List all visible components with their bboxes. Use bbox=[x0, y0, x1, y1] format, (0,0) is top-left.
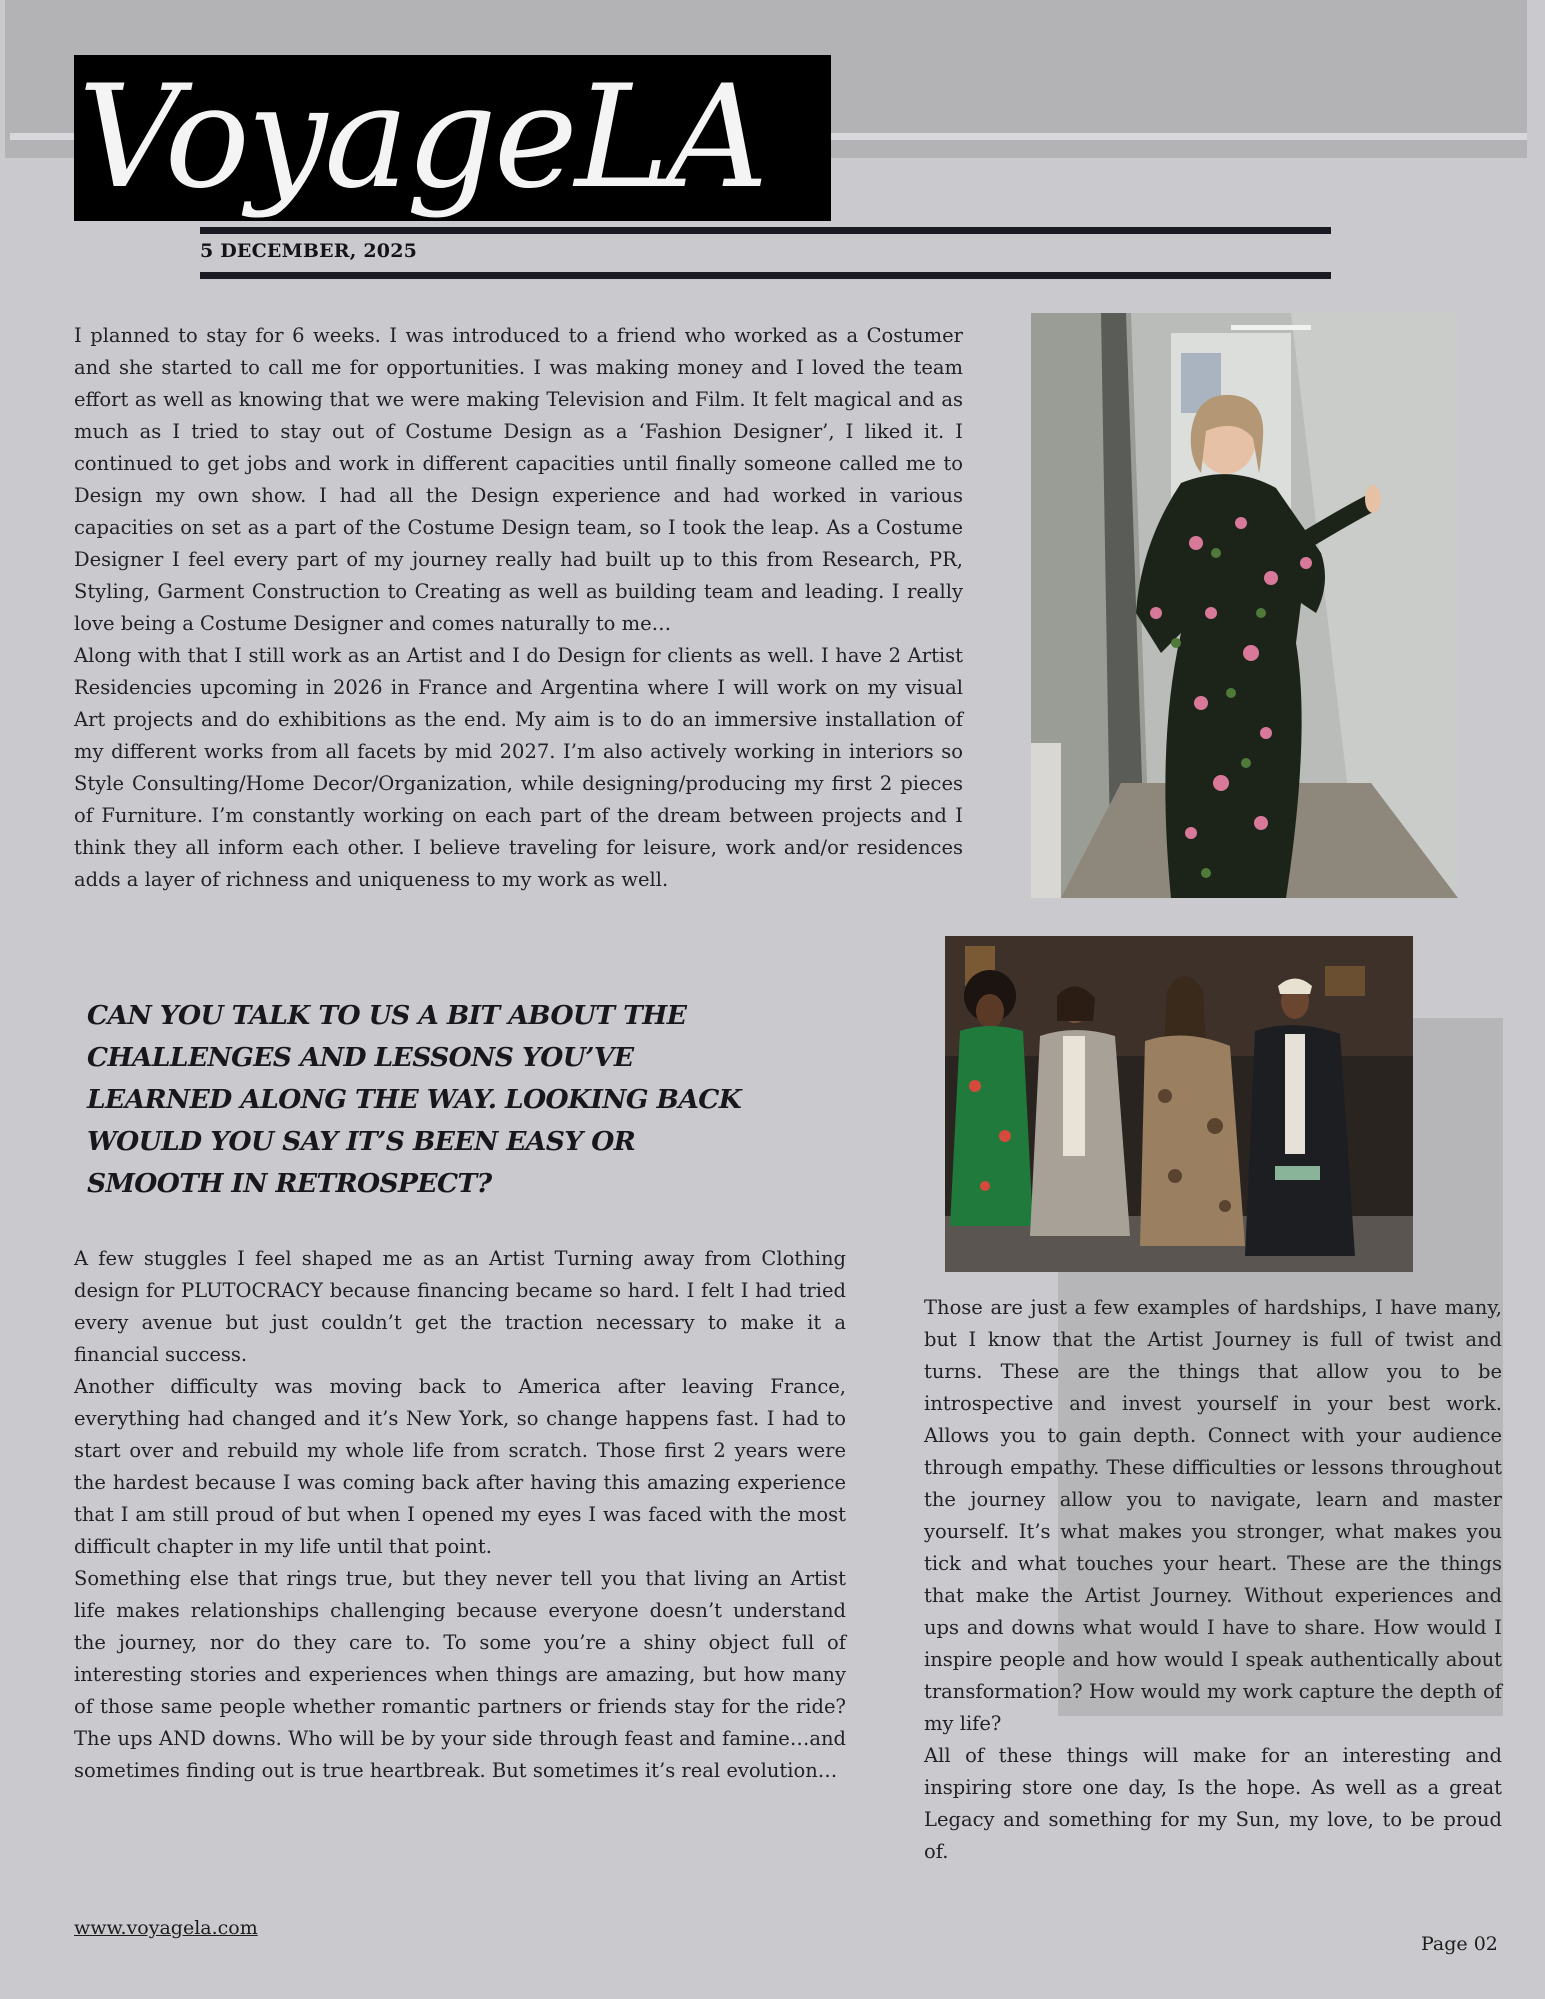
photo-floral-dress bbox=[1031, 313, 1458, 898]
page-number: Page 02 bbox=[1421, 1933, 1498, 1955]
paragraph: All of these things will make for an interesting and inspiring store one day, Is the hope. As well as a great Legacy and something for my Sun, my love, to be proud of. bbox=[924, 1744, 1502, 1863]
photo-street-group bbox=[945, 936, 1413, 1272]
article-column-top bbox=[74, 320, 963, 896]
website-link[interactable]: www.voyagela.com bbox=[74, 1917, 258, 1939]
paragraph: Another difficulty was moving back to America after leaving France, everything had changed and it’s New York, so change happens fast. I had to start over and rebuild my whole life from scratch. Those first 2 years were the hardest because I was coming back after having this amazing experience that I am still proud of but when I opened my eyes I was faced with the most difficult chapter in my life until that point. bbox=[74, 1375, 846, 1558]
article-column-left bbox=[74, 1243, 846, 1787]
paragraph: Something else that rings true, but they never tell you that living an Artist life makes relationships challenging because everyone doesn’t understand the journey, nor do they care to. To some you’re a shiny object full of interesting stories and experiences when things are amazing, but how many of those same people whether romantic partners or friends stay for the ride? The ups AND downs. Who will be by your side through feast and famine…and sometimes finding out is true heartbreak. But sometimes it’s real evolution… bbox=[74, 1567, 846, 1782]
date-rule-top bbox=[200, 227, 1331, 234]
article-column-right bbox=[924, 1292, 1502, 1868]
paragraph: Along with that I still work as an Artist and I do Design for clients as well. I have 2 Artist Residencies upcoming in 2026 in France and Argentina where I will work on my visual Art projects and do exhibitions as the end. My aim is to do an immersive installation of my different works from all facets by mid 2027. I’m also actively working in interiors so Style Consulting/Home Decor/Organization, while designing/producing my first 2 pieces of Furniture. I’m constantly working on each part of the dream between projects and I think they all inform each other. I believe traveling for leisure, work and/or residences adds a layer of richness and uniqueness to my work as well. bbox=[74, 644, 963, 891]
issue-date: 5 DECEMBER, 2025 bbox=[200, 240, 418, 262]
paragraph: Those are just a few examples of hardships, I have many, but I know that the Artist Journey is full of twist and turns. These are the things that allow you to be introspective and invest yourself in your best work. Allows you to gain depth. Connect with your audience through empathy. These difficulties or lessons throughout the journey allow you to navigate, learn and master yourself. It’s what makes you stronger, what makes you tick and what touches your heart. These are the things that make the Artist Journey. Without experiences and ups and downs what would I have to share. How would I inspire people and how would I speak authentically about transformation? How would my work capture the depth of my life? bbox=[924, 1296, 1502, 1735]
paragraph: I planned to stay for 6 weeks. I was introduced to a friend who worked as a Costumer and she started to call me for opportunities. I was making money and I loved the team effort as well as knowing that we were making Television and Film. It felt magical and as much as I tried to stay out of Costume Design as a ‘Fashion Designer’, I liked it. I continued to get jobs and work in different capacities until finally someone called me to Design my own show. I had all the Design experience and had worked in various capacities on set as a part of the Costume Design team, so I took the leap. As a Costume Designer I feel every part of my journey really had built up to this from Research, PR, Styling, Garment Construction to Creating as well as building team and leading. I really love being a Costume Designer and comes naturally to me… bbox=[74, 324, 963, 635]
paragraph: A few stuggles I feel shaped me as an Artist Turning away from Clothing design for PLUTOCRACY because financing became so hard. I felt I had tried every avenue but just couldn’t get the traction necessary to make it a financial success. bbox=[74, 1247, 846, 1366]
interview-question: CAN YOU TALK TO US A BIT ABOUT THE CHALLENGES AND LESSONS YOU’VE LEARNED ALONG THE WAY. LOOKING BACK WOULD YOU SAY IT’S BEEN EASY OR SMOOTH IN RETROSPECT? bbox=[87, 1000, 742, 1199]
date-rule-bottom bbox=[200, 272, 1331, 279]
voyagela-logo: VoyageLA bbox=[74, 55, 831, 221]
